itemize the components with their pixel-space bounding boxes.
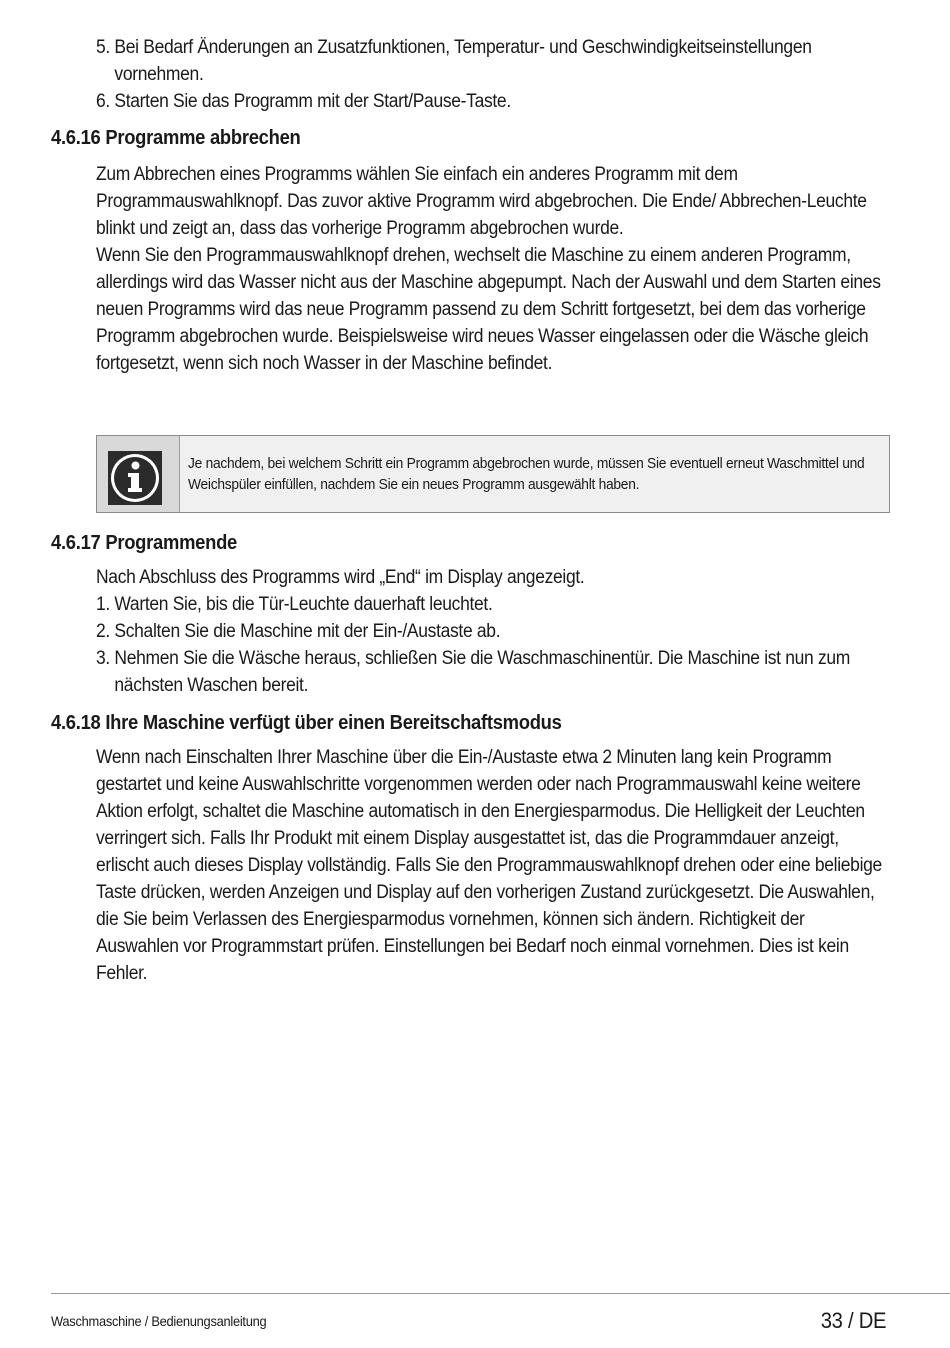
list-item-number: 3.	[96, 648, 110, 669]
list-item-text: Starten Sie das Programm mit der Start/Pause-Taste.	[114, 91, 511, 112]
footer-divider	[51, 1293, 950, 1294]
list-item-text: Warten Sie, bis die Tür-Leuchte dauerhaft leuchtet.	[114, 594, 493, 615]
list-item-number: 2.	[96, 621, 110, 642]
info-icon	[108, 451, 162, 505]
footer-document-title: Waschmaschine / Bedienungsanleitung	[51, 1313, 267, 1329]
intro-list	[96, 34, 887, 115]
list-item	[96, 34, 887, 88]
section-heading-4-6-18: 4.6.18 Ihre Maschine verfügt über einen Bereitschaftsmodus	[51, 712, 562, 734]
list-item-number: 5.	[96, 37, 110, 58]
list-item-text: Bei Bedarf Änderungen an Zusatzfunktionen, Temperatur- und Geschwindigkeitseinstellungen vornehmen.	[114, 37, 812, 85]
paragraph: Zum Abbrechen eines Programms wählen Sie einfach ein anderes Programm mit dem Programmauswahlknopf. Das zuvor aktive Programm wird abgebrochen. Die Ende/ Abbrechen-Leuchte blinkt und zeigt an, dass das vorherige Programm abgebrochen wurde.	[96, 164, 867, 239]
paragraph: Wenn nach Einschalten Ihrer Maschine über die Ein-/Austaste etwa 2 Minuten lang kein Programm gestartet und keine Auswahlschritte vorgenommen werden oder nach Programmauswahl keine weitere Aktion erfolgt, schaltet die Maschine automatisch in den Energiesparmodus. Die Helligkeit der Leuchten verringert sich. Falls Ihr Produkt mit einem Display ausgestattet ist, das die Programmdauer anzeigt, erlischt auch dieses Display vollständig. Falls Sie den Programmauswahlknopf drehen oder eine beliebige Taste drücken, werden Anzeigen und Display auf den vorherigen Zustand zurückgesetzt. Die Auswahlen, die Sie beim Verlassen des Energiesparmodus vornehmen, können sich ändern. Richtigkeit der Auswahlen vor Programmstart prüfen. Einstellungen bei Bedarf noch einmal vornehmen. Dies ist kein Fehler.	[96, 747, 882, 984]
section-4-6-16-body	[96, 161, 887, 377]
section-heading-4-6-17: 4.6.17 Programmende	[51, 532, 237, 554]
list-item	[96, 591, 887, 618]
section-heading-4-6-16: 4.6.16 Programme abbrechen	[51, 127, 301, 149]
list-item	[96, 88, 887, 115]
info-note-text: Je nachdem, bei welchem Schritt ein Programm abgebrochen wurde, müssen Sie eventuell erneut Waschmittel und Weichspüler einfüllen, nachdem Sie ein neues Programm ausgewählt haben.	[188, 455, 865, 493]
section-4-6-17-intro: Nach Abschluss des Programms wird „End“ im Display angezeigt.	[96, 567, 585, 588]
list-item	[96, 645, 887, 699]
info-note-box	[96, 435, 890, 513]
list-item-number: 1.	[96, 594, 110, 615]
list-item	[96, 618, 887, 645]
list-item-text: Schalten Sie die Maschine mit der Ein-/Austaste ab.	[114, 621, 501, 642]
section-4-6-18-body	[96, 744, 887, 987]
list-item-number: 6.	[96, 91, 110, 112]
info-icon-cell	[97, 436, 180, 512]
paragraph: Wenn Sie den Programmauswahlknopf drehen, wechselt die Maschine zu einem anderen Programm, allerdings wird das Wasser nicht aus der Maschine abgepumpt. Nach der Auswahl und dem Starten eines neuen Programms wird das neue Programm passend zu dem Schritt fortgesetzt, bei dem das vorherige Programm abgebrochen wurde. Beispielsweise wird neues Wasser eingelassen oder die Wäsche gleich fortgesetzt, wenn sich noch Wasser in der Maschine befindet.	[96, 245, 881, 374]
section-4-6-17-steps	[96, 591, 887, 699]
list-item-text: Nehmen Sie die Wäsche heraus, schließen Sie die Waschmaschinentür. Die Maschine ist nun zum nächsten Waschen bereit.	[114, 648, 851, 696]
footer-page-number: 33 / DE	[820, 1308, 886, 1333]
